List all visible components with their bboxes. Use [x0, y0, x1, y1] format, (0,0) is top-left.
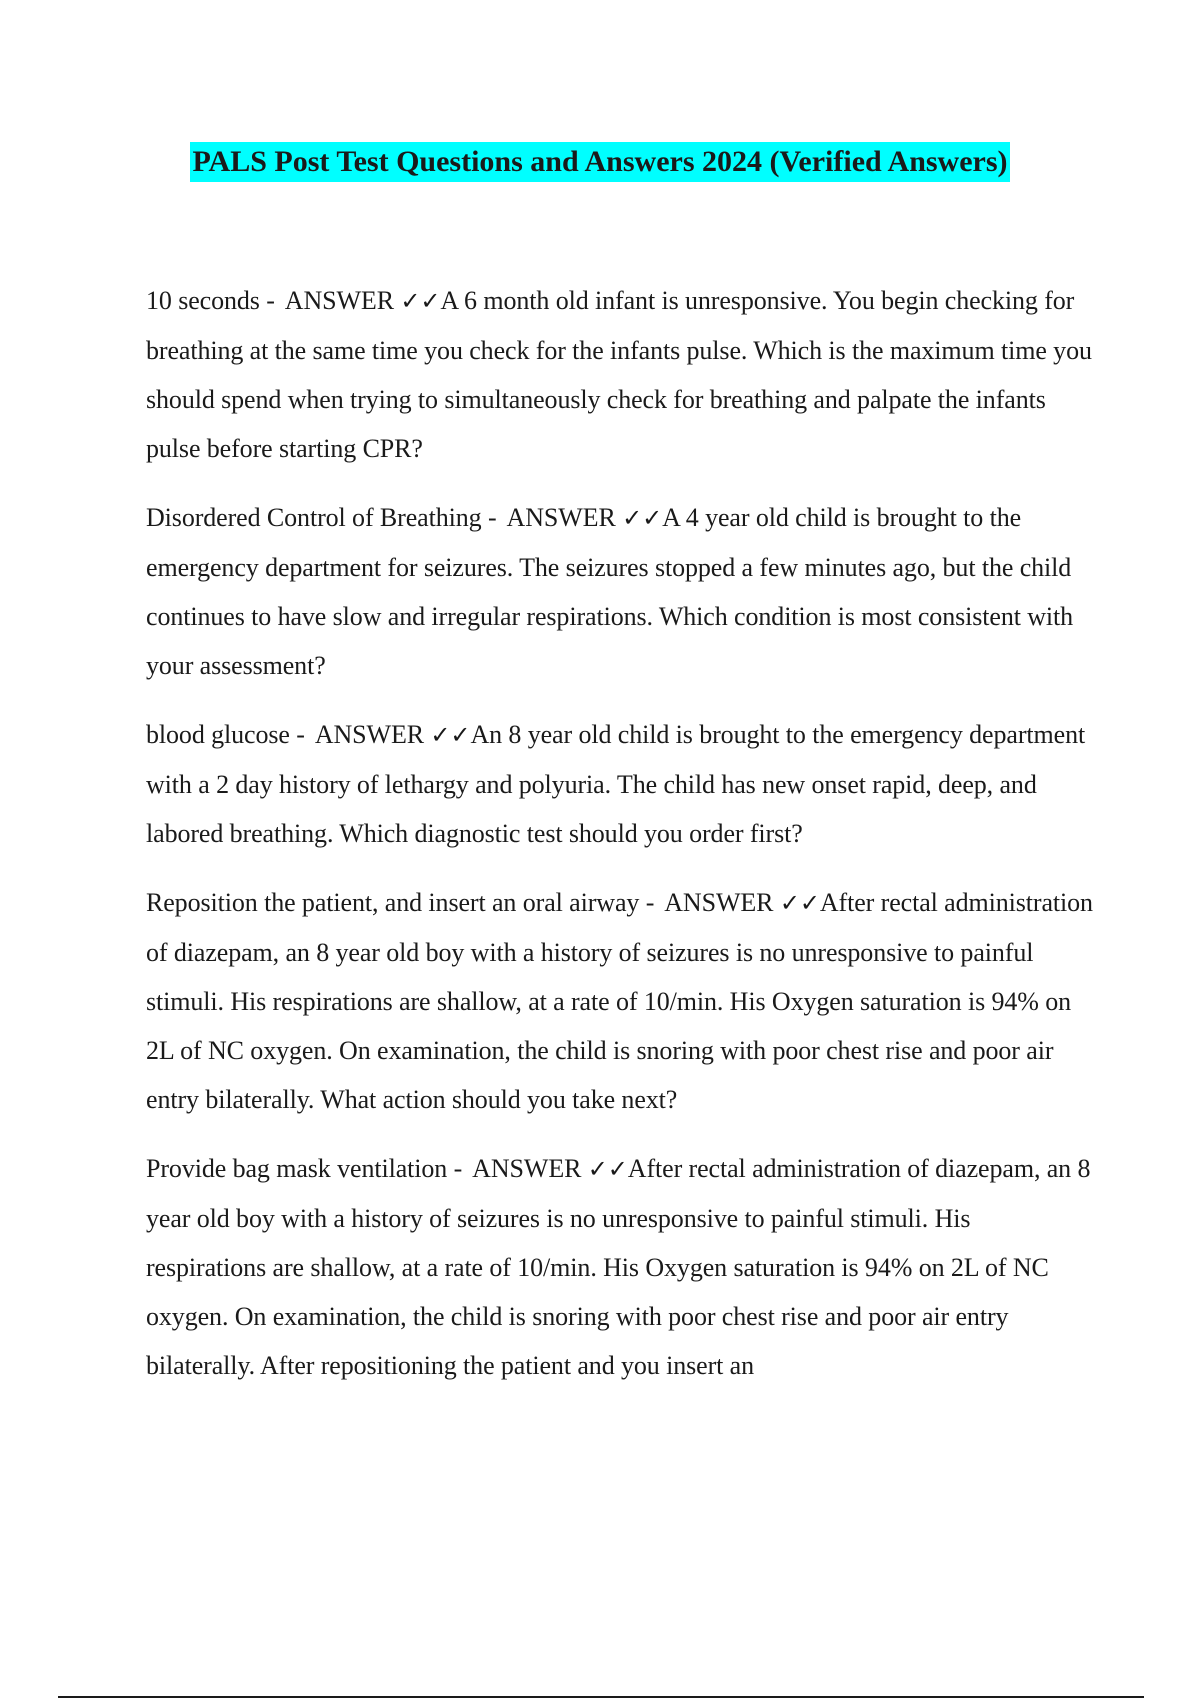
answer-text: blood glucose -	[146, 720, 305, 749]
qa-entry	[146, 493, 1096, 690]
answer-label: ANSWER	[472, 1154, 582, 1183]
double-check-icon: ✓✓	[400, 287, 441, 315]
answer-label: ANSWER	[506, 503, 616, 532]
footer-divider	[58, 1696, 1144, 1698]
double-check-icon: ✓✓	[779, 889, 820, 917]
question-text: A 4 year old child is brought to the emergency department for seizures. The seizures stopped a few minutes ago, but the child continues to have slow and irregular respirations. Which condition is most consistent with your assessment?	[146, 503, 1074, 680]
title-wrap	[0, 142, 1200, 182]
answer-text: Disordered Control of Breathing -	[146, 503, 497, 532]
answer-label: ANSWER	[664, 888, 774, 917]
qa-list	[146, 276, 1096, 1410]
answer-text: Reposition the patient, and insert an oral airway -	[146, 888, 655, 917]
answer-label: ANSWER	[284, 286, 394, 315]
double-check-icon: ✓✓	[430, 721, 471, 749]
question-text: A 6 month old infant is unresponsive. You begin checking for breathing at the same time you check for the infants pulse. Which is the maximum time you should spend when trying to simultaneously check for breathing and palpate the infants pulse before starting CPR?	[146, 286, 1092, 463]
qa-entry	[146, 276, 1096, 473]
double-check-icon: ✓✓	[587, 1155, 628, 1183]
qa-entry	[146, 1144, 1096, 1390]
answer-label: ANSWER	[314, 720, 424, 749]
page-title: PALS Post Test Questions and Answers 2024 (Verified Answers)	[190, 142, 1009, 182]
question-text: An 8 year old child is brought to the emergency department with a 2 day history of lethargy and polyuria. The child has new onset rapid, deep, and labored breathing. Which diagnostic test should you order first?	[146, 720, 1086, 848]
answer-text: Provide bag mask ventilation -	[146, 1154, 463, 1183]
answer-text: 10 seconds -	[146, 286, 275, 315]
double-check-icon: ✓✓	[622, 504, 663, 532]
question-text: After rectal administration of diazepam, an 8 year old boy with a history of seizures is no unresponsive to painful stimuli. His respirations are shallow, at a rate of 10/min. His Oxygen saturation is 94% on 2L of NC oxygen. On examination, the child is snoring with poor chest rise and poor air entry bilaterally. After repositioning the patient and you insert an	[146, 1154, 1091, 1380]
question-text: After rectal administration of diazepam, an 8 year old boy with a history of seizures is no unresponsive to painful stimuli. His respirations are shallow, at a rate of 10/min. His Oxygen saturation is 94% on 2L of NC oxygen. On examination, the child is snoring with poor chest rise and poor air entry bilaterally. What action should you take next?	[146, 888, 1093, 1114]
qa-entry	[146, 878, 1096, 1124]
qa-entry	[146, 710, 1096, 858]
